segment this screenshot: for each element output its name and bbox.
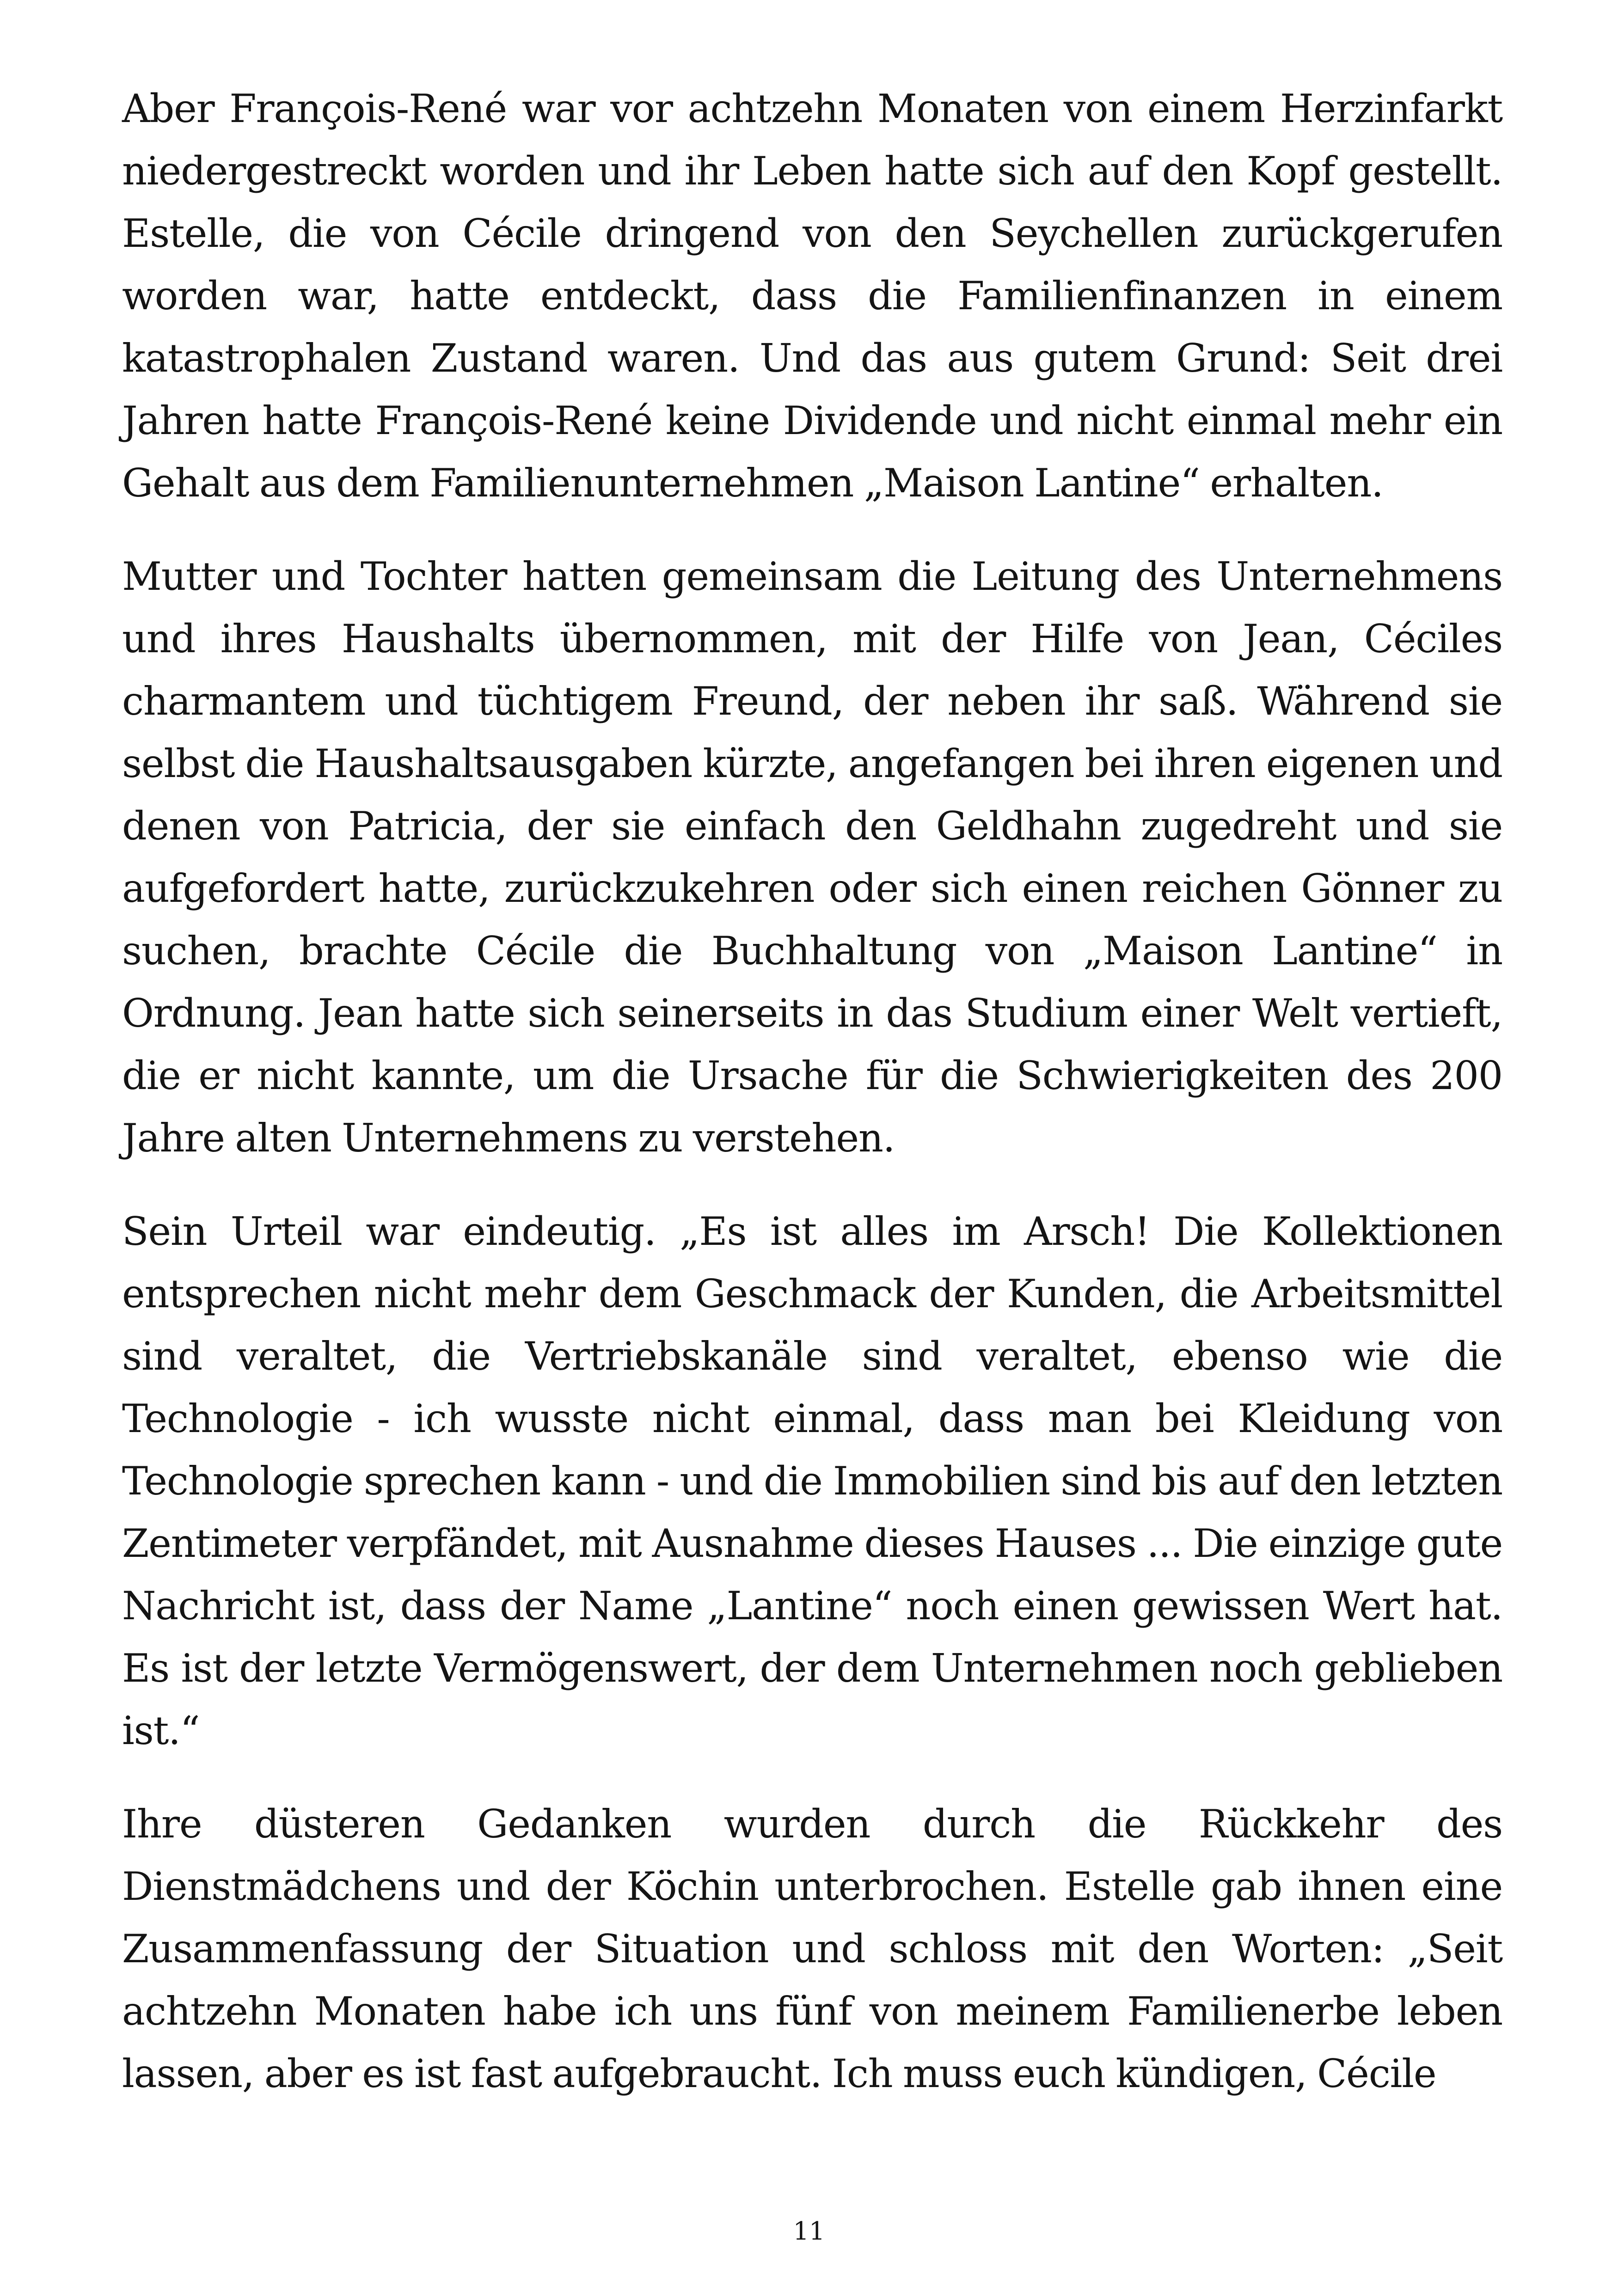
paragraph-3: Sein Urteil war eindeutig. „Es ist alles im Arsch! Die Kollektionen entsprechen nicht mehr dem Geschmack der Kunden, die Arbeitsmittel sind veraltet, die Vertriebskanäle sind veraltet, ebenso wie die Technologie - ich wusste nicht einmal, dass man bei Kleidung von Technologie sprechen kann - und die Immobilien sind bis auf den letzten Zentimeter verpfändet, mit Ausnahme dieses Hauses ... Die einzige gute Nachricht ist, dass der Name „Lantine“ noch einen gewissen Wert hat. Es ist der letzte Vermögenswert, der dem Unternehmen noch geblieben ist.“ bbox=[122, 1209, 1502, 1753]
paragraph-4: Ihre düsteren Gedanken wurden durch die Rückkehr des Dienstmädchens und der Köchin unterbrochen. Estelle gab ihnen eine Zusammenfassung der Situation und schloss mit den Worten: „Seit achtzehn Monaten habe ich uns fünf von meinem Familienerbe leben lassen, aber es ist fast aufgebraucht. Ich muss euch kündigen, Cécile bbox=[122, 1801, 1502, 2096]
paragraph-1: Aber François-René war vor achtzehn Monaten von einem Herzinfarkt niedergestreckt worden und ihr Leben hatte sich auf den Kopf gestellt. Estelle, die von Cécile dringend von den Seychellen zurückgerufen worden war, hatte entdeckt, dass die Familienfinanzen in einem katastrophalen Zustand waren. Und das aus gutem Grund: Seit drei Jahren hatte François-René keine Dividende und nicht einmal mehr ein Gehalt aus dem Familienunternehmen „Maison Lantine“ erhalten. bbox=[122, 86, 1502, 506]
body-text bbox=[122, 78, 1502, 2136]
page-number: 11 bbox=[793, 2216, 825, 2246]
paragraph-2: Mutter und Tochter hatten gemeinsam die Leitung des Unternehmens und ihres Haushalts übernommen, mit der Hilfe von Jean, Céciles charmantem und tüchtigem Freund, der neben ihr saß. Während sie selbst die Haushaltsausgaben kürzte, angefangen bei ihren eigenen und denen von Patricia, der sie einfach den Geldhahn zugedreht und sie aufgefordert hatte, zurückzukehren oder sich einen reichen Gönner zu suchen, brachte Cécile die Buchhaltung von „Maison Lantine“ in Ordnung. Jean hatte sich seinerseits in das Studium einer Welt vertieft, die er nicht kannte, um die Ursache für die Schwierigkeiten des 200 Jahre alten Unternehmens zu verstehen. bbox=[122, 554, 1502, 1161]
